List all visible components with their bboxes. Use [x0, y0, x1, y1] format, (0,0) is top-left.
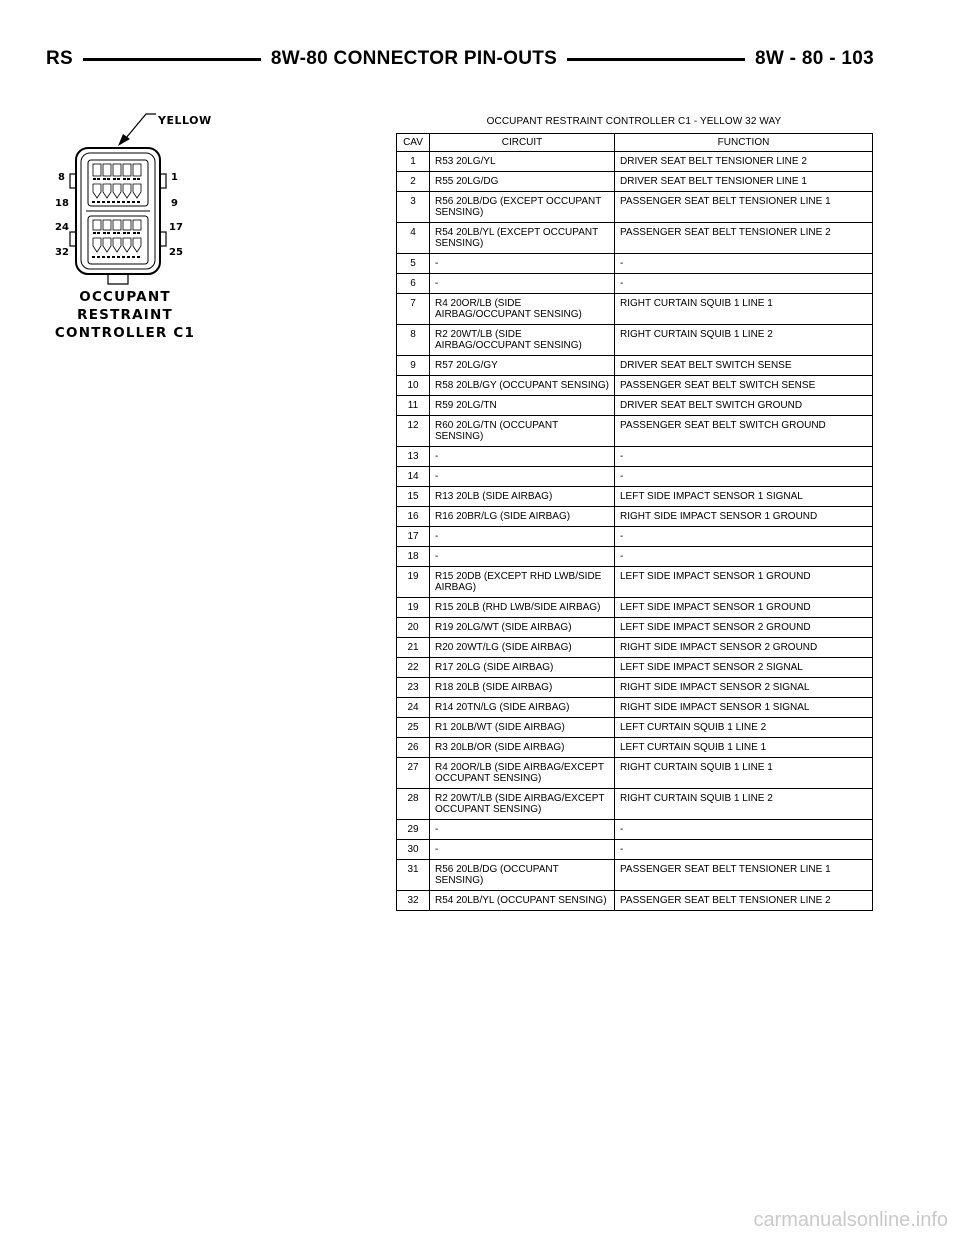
cav-cell: 24	[397, 698, 430, 718]
circuit-cell: -	[430, 527, 615, 547]
circuit-cell: -	[430, 467, 615, 487]
function-cell: LEFT SIDE IMPACT SENSOR 1 GROUND	[615, 567, 873, 598]
table-row	[397, 487, 873, 507]
cav-cell: 19	[397, 567, 430, 598]
circuit-cell: R17 20LG (SIDE AIRBAG)	[430, 658, 615, 678]
function-cell: LEFT SIDE IMPACT SENSOR 1 SIGNAL	[615, 487, 873, 507]
connector-color-label: YELLOW	[158, 114, 212, 127]
table-row	[397, 527, 873, 547]
table-title: OCCUPANT RESTRAINT CONTROLLER C1 - YELLOW 32 WAY	[486, 116, 782, 127]
cav-cell: 27	[397, 758, 430, 789]
function-cell: -	[615, 820, 873, 840]
circuit-cell: R4 20OR/LB (SIDE AIRBAG/OCCUPANT SENSING)	[430, 294, 615, 325]
connector-caption	[40, 288, 210, 342]
cav-cell: 25	[397, 718, 430, 738]
function-cell: RIGHT SIDE IMPACT SENSOR 1 SIGNAL	[615, 698, 873, 718]
function-cell: LEFT SIDE IMPACT SENSOR 2 GROUND	[615, 618, 873, 638]
circuit-cell: -	[430, 274, 615, 294]
circuit-cell: R18 20LB (SIDE AIRBAG)	[430, 678, 615, 698]
circuit-cell: R2 20WT/LB (SIDE AIRBAG/EXCEPT OCCUPANT SENSING)	[430, 789, 615, 820]
function-cell: -	[615, 254, 873, 274]
circuit-cell: R15 20DB (EXCEPT RHD LWB/SIDE AIRBAG)	[430, 567, 615, 598]
connector-housing	[70, 148, 166, 284]
table-row	[397, 738, 873, 758]
function-cell: DRIVER SEAT BELT TENSIONER LINE 2	[615, 152, 873, 172]
circuit-cell: -	[430, 547, 615, 567]
table-row	[397, 396, 873, 416]
pin-label-25: 25	[169, 247, 183, 258]
circuit-cell: R3 20LB/OR (SIDE AIRBAG)	[430, 738, 615, 758]
function-cell: RIGHT CURTAIN SQUIB 1 LINE 2	[615, 789, 873, 820]
pin-label-1: 1	[171, 172, 178, 183]
column-header-function: FUNCTION	[615, 134, 873, 152]
circuit-cell: -	[430, 254, 615, 274]
cav-cell: 12	[397, 416, 430, 447]
cav-cell: 8	[397, 325, 430, 356]
table-row	[397, 356, 873, 376]
function-cell: -	[615, 547, 873, 567]
cav-cell: 5	[397, 254, 430, 274]
function-cell: LEFT SIDE IMPACT SENSOR 1 GROUND	[615, 598, 873, 618]
circuit-cell: R4 20OR/LB (SIDE AIRBAG/EXCEPT OCCUPANT SENSING)	[430, 758, 615, 789]
table-row	[397, 223, 873, 254]
circuit-cell: R20 20WT/LG (SIDE AIRBAG)	[430, 638, 615, 658]
connector-lower-cavities	[93, 220, 141, 252]
header-rule-right	[567, 58, 745, 61]
table-row	[397, 376, 873, 396]
table-row	[397, 758, 873, 789]
function-cell: RIGHT CURTAIN SQUIB 1 LINE 1	[615, 758, 873, 789]
function-cell: -	[615, 274, 873, 294]
pin-label-8: 8	[58, 172, 65, 183]
cav-cell: 20	[397, 618, 430, 638]
cav-cell: 19	[397, 598, 430, 618]
pinout-table	[396, 133, 873, 911]
function-cell: RIGHT SIDE IMPACT SENSOR 1 GROUND	[615, 507, 873, 527]
function-cell: PASSENGER SEAT BELT TENSIONER LINE 2	[615, 891, 873, 911]
function-cell: PASSENGER SEAT BELT TENSIONER LINE 1	[615, 860, 873, 891]
table-row	[397, 172, 873, 192]
circuit-cell: R60 20LG/TN (OCCUPANT SENSING)	[430, 416, 615, 447]
table-row	[397, 294, 873, 325]
table-row	[397, 658, 873, 678]
circuit-cell: R56 20LB/DG (EXCEPT OCCUPANT SENSING)	[430, 192, 615, 223]
function-cell: -	[615, 527, 873, 547]
header-page-number: 8W - 80 - 103	[755, 48, 875, 69]
table-row	[397, 507, 873, 527]
circuit-cell: R54 20LB/YL (OCCUPANT SENSING)	[430, 891, 615, 911]
table-row	[397, 416, 873, 447]
table-row	[397, 467, 873, 487]
table-row	[397, 254, 873, 274]
column-header-cav: CAV	[397, 134, 430, 152]
circuit-cell: R14 20TN/LG (SIDE AIRBAG)	[430, 698, 615, 718]
pin-label-18: 18	[55, 198, 69, 209]
cav-cell: 17	[397, 527, 430, 547]
cav-cell: 18	[397, 547, 430, 567]
cav-cell: 14	[397, 467, 430, 487]
label-leader-line	[126, 114, 156, 138]
circuit-cell: R19 20LG/WT (SIDE AIRBAG)	[430, 618, 615, 638]
circuit-cell: R16 20BR/LG (SIDE AIRBAG)	[430, 507, 615, 527]
cav-cell: 28	[397, 789, 430, 820]
header-rule-left	[83, 58, 261, 61]
table-row	[397, 891, 873, 911]
cav-cell: 22	[397, 658, 430, 678]
cav-cell: 31	[397, 860, 430, 891]
cav-cell: 7	[397, 294, 430, 325]
circuit-cell: R59 20LG/TN	[430, 396, 615, 416]
header-section-code: RS	[46, 48, 73, 69]
circuit-cell: R58 20LB/GY (OCCUPANT SENSING)	[430, 376, 615, 396]
cav-cell: 30	[397, 840, 430, 860]
function-cell: RIGHT CURTAIN SQUIB 1 LINE 1	[615, 294, 873, 325]
circuit-cell: R57 20LG/GY	[430, 356, 615, 376]
function-cell: PASSENGER SEAT BELT TENSIONER LINE 1	[615, 192, 873, 223]
cav-cell: 13	[397, 447, 430, 467]
table-row	[397, 840, 873, 860]
table-row	[397, 274, 873, 294]
function-cell: -	[615, 447, 873, 467]
pin-label-17: 17	[169, 222, 183, 233]
function-cell: DRIVER SEAT BELT TENSIONER LINE 1	[615, 172, 873, 192]
function-cell: PASSENGER SEAT BELT TENSIONER LINE 2	[615, 223, 873, 254]
function-cell: DRIVER SEAT BELT SWITCH GROUND	[615, 396, 873, 416]
table-row	[397, 547, 873, 567]
circuit-cell: R13 20LB (SIDE AIRBAG)	[430, 487, 615, 507]
function-cell: PASSENGER SEAT BELT SWITCH SENSE	[615, 376, 873, 396]
table-row	[397, 618, 873, 638]
cav-cell: 3	[397, 192, 430, 223]
table-row	[397, 325, 873, 356]
cav-cell: 16	[397, 507, 430, 527]
pin-label-9: 9	[171, 198, 178, 209]
function-cell: -	[615, 840, 873, 860]
pin-label-24: 24	[55, 222, 69, 233]
circuit-cell: -	[430, 840, 615, 860]
table-row	[397, 820, 873, 840]
function-cell: LEFT CURTAIN SQUIB 1 LINE 1	[615, 738, 873, 758]
table-row	[397, 192, 873, 223]
function-cell: RIGHT SIDE IMPACT SENSOR 2 GROUND	[615, 638, 873, 658]
function-cell: DRIVER SEAT BELT SWITCH SENSE	[615, 356, 873, 376]
cav-cell: 2	[397, 172, 430, 192]
table-row	[397, 152, 873, 172]
cav-cell: 9	[397, 356, 430, 376]
table-row	[397, 860, 873, 891]
connector-caption-line-2: RESTRAINT	[77, 307, 173, 323]
table-row	[397, 638, 873, 658]
pinout-table-head	[397, 134, 873, 152]
circuit-cell: R1 20LB/WT (SIDE AIRBAG)	[430, 718, 615, 738]
pin-label-32: 32	[55, 247, 69, 258]
cav-cell: 29	[397, 820, 430, 840]
cav-cell: 1	[397, 152, 430, 172]
watermark: carmanualsonline.info	[753, 1209, 948, 1231]
connector-caption-line-1: OCCUPANT	[79, 289, 171, 305]
function-cell: -	[615, 467, 873, 487]
circuit-cell: R55 20LG/DG	[430, 172, 615, 192]
pinout-table-body	[397, 152, 873, 911]
circuit-cell: R53 20LG/YL	[430, 152, 615, 172]
table-row	[397, 698, 873, 718]
column-header-circuit: CIRCUIT	[430, 134, 615, 152]
cav-cell: 21	[397, 638, 430, 658]
page-header	[46, 44, 874, 74]
function-cell: PASSENGER SEAT BELT SWITCH GROUND	[615, 416, 873, 447]
function-cell: RIGHT SIDE IMPACT SENSOR 2 SIGNAL	[615, 678, 873, 698]
cav-cell: 23	[397, 678, 430, 698]
table-row	[397, 718, 873, 738]
circuit-cell: R2 20WT/LB (SIDE AIRBAG/OCCUPANT SENSING)	[430, 325, 615, 356]
function-cell: LEFT CURTAIN SQUIB 1 LINE 2	[615, 718, 873, 738]
circuit-cell: -	[430, 820, 615, 840]
table-header-row	[397, 134, 873, 152]
table-row	[397, 678, 873, 698]
table-row	[397, 447, 873, 467]
cav-cell: 26	[397, 738, 430, 758]
cav-cell: 32	[397, 891, 430, 911]
header-title: 8W-80 CONNECTOR PIN-OUTS	[270, 48, 558, 69]
circuit-cell: -	[430, 447, 615, 467]
cav-cell: 15	[397, 487, 430, 507]
function-cell: RIGHT CURTAIN SQUIB 1 LINE 2	[615, 325, 873, 356]
cav-cell: 11	[397, 396, 430, 416]
cav-cell: 6	[397, 274, 430, 294]
connector-caption-line-3: CONTROLLER C1	[54, 325, 196, 341]
function-cell: LEFT SIDE IMPACT SENSOR 2 SIGNAL	[615, 658, 873, 678]
cav-cell: 4	[397, 223, 430, 254]
table-row	[397, 789, 873, 820]
cav-cell: 10	[397, 376, 430, 396]
circuit-cell: R15 20LB (RHD LWB/SIDE AIRBAG)	[430, 598, 615, 618]
circuit-cell: R54 20LB/YL (EXCEPT OCCUPANT SENSING)	[430, 223, 615, 254]
circuit-cell: R56 20LB/DG (OCCUPANT SENSING)	[430, 860, 615, 891]
connector-upper-cavities	[93, 164, 141, 198]
table-row	[397, 567, 873, 598]
table-row	[397, 598, 873, 618]
